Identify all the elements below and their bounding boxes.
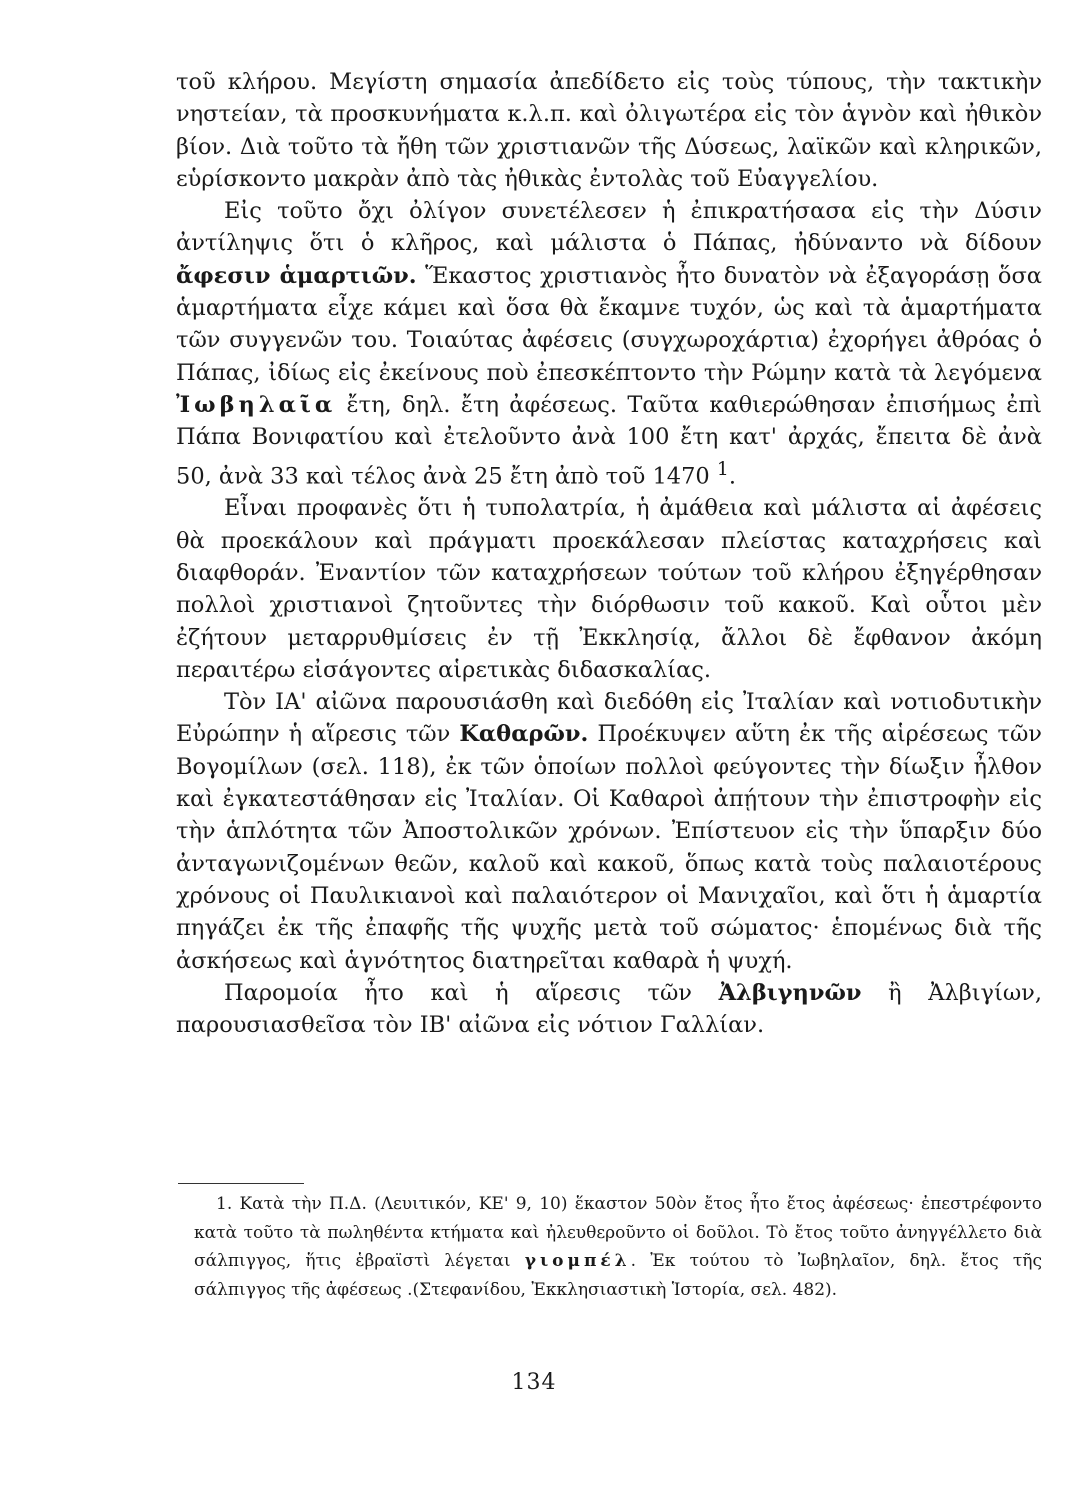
footnote-reference: 1: [716, 458, 729, 480]
bold-term-absolution: ἄφεσιν ἁμαρτιῶν.: [176, 262, 417, 289]
footnote-divider: [178, 1183, 304, 1184]
body-text: [176, 66, 1042, 1041]
footnote: [194, 1190, 1042, 1304]
spaced-term-jubilee: Ἰωβηλαῖα: [176, 391, 337, 418]
bold-term-albigensians: Ἀλβιγηνῶν: [718, 979, 862, 1006]
footnote-text: 1. Κατὰ τὴν Π.Δ. (Λευιτικόν, ΚΕ' 9, 10) ἕκαστον 50ὸν ἔτος ἦτο ἔτος ἀφέσεως· ἐπεστρέφοντο κατὰ τοῦτο τὰ πωληθέντα κτήματα καὶ ἠλευθεροῦντο οἱ δοῦλοι. Τὸ ἔτος τοῦτο ἀνηγγέλλετο διὰ σάλπιγγος, ἥτις ἑβραϊστὶ λέγεται γιομπέλ. Ἐκ τούτου τὸ Ἰωβηλαῖον, δηλ. ἔτος τῆς σάλπιγγος τῆς ἀφέσεως .(Στεφανίδου, Ἐκκλησιαστικὴ Ἱστορία, σελ. 482).: [194, 1194, 1043, 1300]
paragraph-4: Τὸν ΙΑ' αἰῶνα παρουσιάσθη καὶ διεδόθη εἰς Ἰταλίαν καὶ νοτιοδυτικὴν Εὐρώπην ἡ αἵρεσις τῶν Καθαρῶν. Προέκυψεν αὕτη ἐκ τῆς αἱρέσεως τῶν Βογομίλων (σελ. 118), ἐκ τῶν ὁποίων πολλοὶ φεύγοντες τὴν δίωξιν ἦλθον καὶ ἐγκατεστάθησαν εἰς Ἰταλίαν. Οἱ Καθαροὶ ἀπῄτουν τὴν ἐπιστροφὴν εἰς τὴν ἁπλότητα τῶν Ἀποστολικῶν χρόνων. Ἐπίστευον εἰς τὴν ὕπαρξιν δύο ἀνταγωνιζομένων θεῶν, καλοῦ καὶ κακοῦ, ὅπως κατὰ τοὺς παλαιοτέρους χρόνους οἱ Παυλικιανοὶ καὶ παλαιότερον οἱ Μανιχαῖοι, καὶ ὅτι ἡ ἁμαρτία πηγάζει ἐκ τῆς ἐπαφῆς τῆς ψυχῆς μετὰ τοῦ σώματος· ἑπομένως διὰ τῆς ἀσκήσεως καὶ ἁγνότητος διατηρεῖται καθαρὰ ἡ ψυχή.: [176, 689, 1042, 974]
bold-term-cathars: Καθαρῶν.: [459, 721, 589, 748]
spaced-term-yobel: γιομπέλ: [524, 1251, 631, 1272]
paragraph-5: Παρομοία ἦτο καὶ ἡ αἵρεσις τῶν Ἀλβιγηνῶν ἢ Ἀλβιγίων, παρουσιασθεῖσα τὸν ΙΒ' αἰῶνα εἰς νότιον Γαλλίαν.: [176, 979, 1042, 1039]
paragraph-3: Εἶναι προφανὲς ὅτι ἡ τυπολατρία, ἡ ἀμάθεια καὶ μάλιστα αἱ ἀφέσεις θὰ προεκάλουν καὶ πράγματι προεκάλεσαν πλείστας καταχρήσεις καὶ διαφθοράν. Ἐναντίον τῶν καταχρήσεων τούτων τοῦ κλήρου ἐξηγέρθησαν πολλοὶ χριστιανοὶ ζητοῦντες τὴν διόρθωσιν τοῦ κακοῦ. Καὶ οὗτοι μὲν ἐζήτουν μεταρρυθμίσεις ἐν τῇ Ἐκκλησίᾳ, ἄλλοι δὲ ἔφθανον ἀκόμη περαιτέρω εἰσάγοντες αἱρετικὰς διδασκαλίας.: [176, 495, 1042, 683]
paragraph-1: τοῦ κλήρου. Μεγίστη σημασία ἀπεδίδετο εἰς τοὺς τύπους, τὴν τακτικὴν νηστείαν, τὰ προσκυνήματα κ.λ.π. καὶ ὀλιγωτέρα εἰς τὸν ἁγνὸν καὶ ἠθικὸν βίον. Διὰ τοῦτο τὰ ἤθη τῶν χριστιανῶν τῆς Δύσεως, λαϊκῶν καὶ κληρικῶν, εὑρίσκοντο μακρὰν ἀπὸ τὰς ἠθικὰς ἐντολὰς τοῦ Εὐαγγελίου.: [176, 69, 1042, 192]
paragraph-2: Εἰς τοῦτο ὄχι ὀλίγον συνετέλεσεν ἡ ἐπικρατήσασα εἰς τὴν Δύσιν ἀντίληψις ὅτι ὁ κλῆρος, καὶ μάλιστα ὁ Πάπας, ἠδύναντο νὰ δίδουν ἄφεσιν ἁμαρτιῶν. Ἕκαστος χριστιανὸς ἦτο δυνατὸν νὰ ἐξαγοράσῃ ὅσα ἁμαρτήματα εἶχε κάμει καὶ ὅσα θὰ ἔκαμνε τυχόν, ὡς καὶ τὰ ἁμαρτήματα τῶν συγγενῶν του. Τοιαύτας ἀφέσεις (συγχωροχάρτια) ἐχορήγει ἀθρόας ὁ Πάπας, ἰδίως εἰς ἐκείνους ποὺ ἐπεσκέπτοντο τὴν Ρώμην κατὰ τὰ λεγόμενα Ἰωβηλαῖα ἔτη, δηλ. ἔτη ἀφέσεως. Ταῦτα καθιερώθησαν ἐπισήμως ἐπὶ Πάπα Βονιφατίου καὶ ἐτελοῦντο ἀνὰ 100 ἔτη κατ' ἀρχάς, ἔπειτα δὲ ἀνὰ 50, ἀνὰ 33 καὶ τέλος ἀνὰ 25 ἔτη ἀπὸ τοῦ 1470 $^1$.: [176, 198, 1042, 490]
page-number: 134: [511, 1370, 557, 1395]
